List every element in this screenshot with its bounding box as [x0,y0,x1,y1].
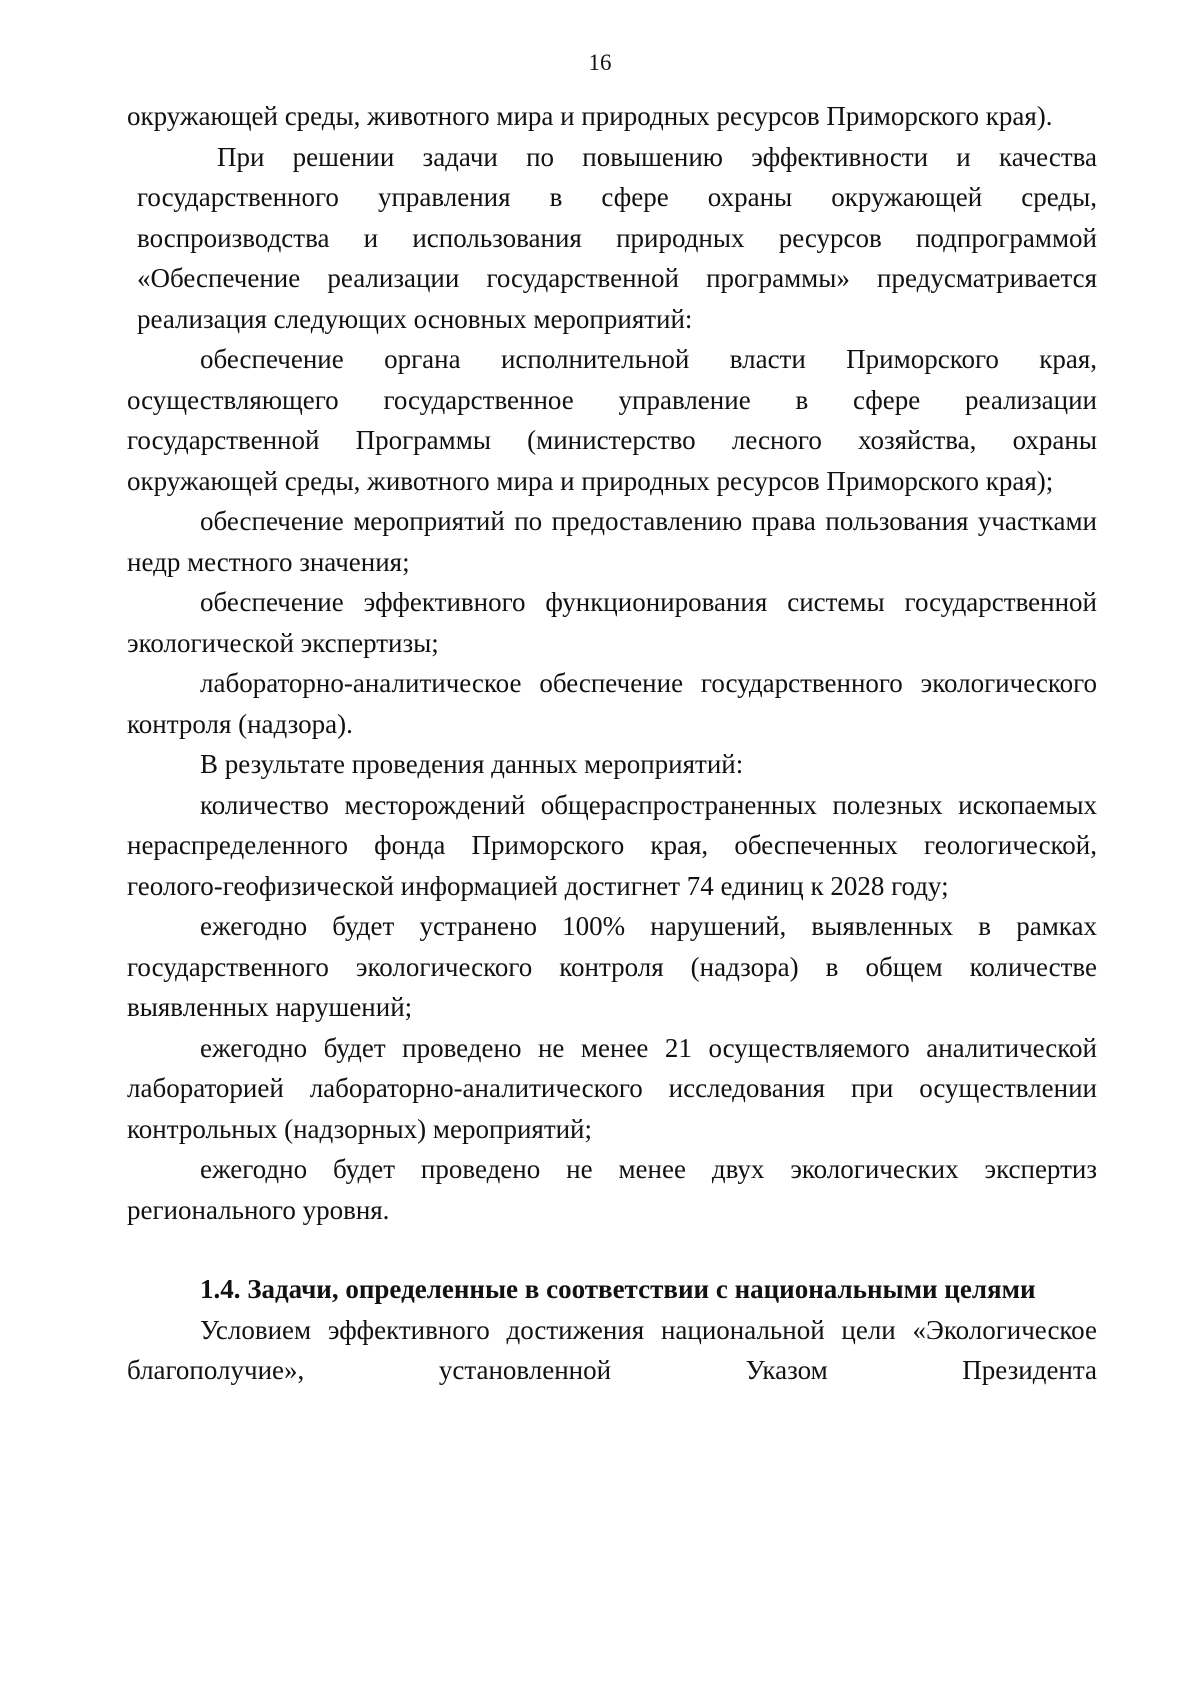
paragraph-continuation: окружающей среды, животного мира и природных ресурсов Приморского края). [127,101,1053,131]
page-number: 16 [588,50,612,75]
paragraph-section-start: Условием эффективного достижения национальной цели «Экологическое благополучие», установленной Указом Президента [127,1314,1097,1385]
paragraph-task-intro: При решении задачи по повышению эффективности и качества государственного управления в сфере охраны окружающей среды, воспроизводства и использования природных ресурсов подпрограммой «Обеспечение реализации государственной программы» предусматривается реализация следующих основных мероприятий: [137,141,1097,334]
paragraph-list-item: обеспечение органа исполнительной власти Приморского края, осуществляющего государственное управление в сфере реализации государственной Программы (министерство лесного хозяйства, охраны окружающей среды, животного мира и природных ресурсов Приморского края); [127,344,1097,496]
paragraph-list-item: обеспечение эффективного функционирования системы государственной экологической экспертизы; [127,587,1097,658]
section-heading: 1.4. Задачи, определенные в соответствии с национальными целями [200,1274,1036,1304]
document-body [127,96,1097,1391]
paragraph-result-item: ежегодно будет устранено 100% нарушений, выявленных в рамках государственного экологического контроля (надзора) в общем количестве выявленных нарушений; [127,911,1097,1022]
paragraph-list-item: лабораторно-аналитическое обеспечение государственного экологического контроля (надзора). [127,668,1097,739]
paragraph-list-item: обеспечение мероприятий по предоставлению права пользования участками недр местного значения; [127,506,1097,577]
paragraph-results-intro: В результате проведения данных мероприятий: [200,749,744,779]
paragraph-result-item: ежегодно будет проведено не менее 21 осуществляемого аналитической лабораторией лабораторно-аналитического исследования при осуществлении контрольных (надзорных) мероприятий; [127,1032,1097,1144]
paragraph-result-item: количество месторождений общераспространенных полезных ископаемых нераспределенного фонда Приморского края, обеспеченных геологической, геолого-геофизической информацией достигнет 74 единиц к 2028 году; [127,789,1097,901]
paragraph-result-item: ежегодно будет проведено не менее двух экологических экспертиз регионального уровня. [127,1154,1097,1225]
